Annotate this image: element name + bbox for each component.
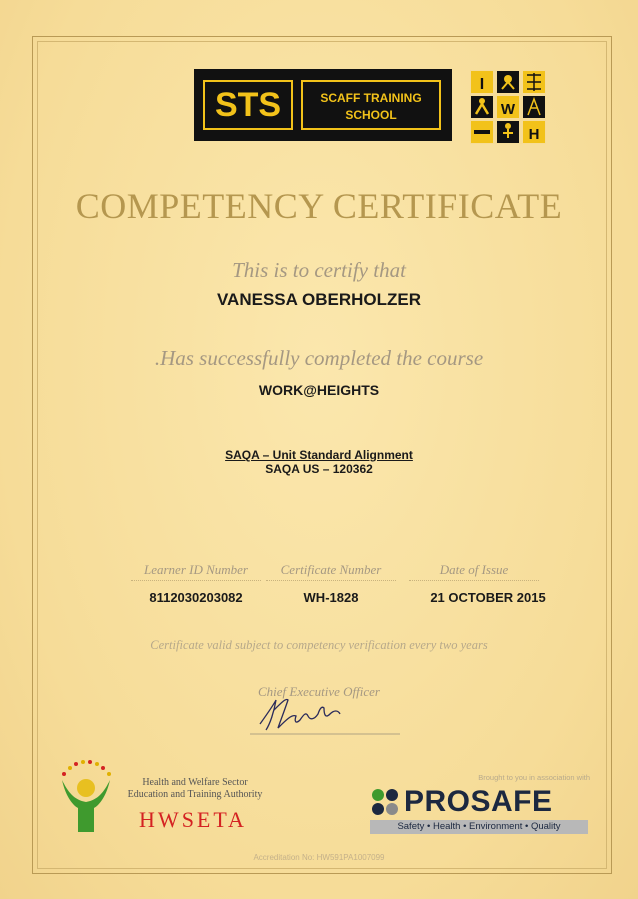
iwh-letter-w: W	[500, 101, 516, 118]
signatory-title: Chief Executive Officer	[257, 684, 380, 699]
sts-letters: STS	[203, 80, 293, 130]
sts-logo	[194, 69, 452, 141]
hwseta-line2: Education and Training Authority	[127, 789, 263, 800]
course-name: WORK@HEIGHTS	[258, 382, 380, 398]
iwh-letter-h: H	[528, 126, 540, 143]
sts-name-line2: SCHOOL	[345, 108, 397, 122]
iwh-heights-logo-icon	[470, 70, 546, 144]
hwseta-wordmark: HWSETA	[139, 807, 247, 832]
hwseta-figure-logo-icon	[56, 758, 116, 832]
signature-icon	[230, 690, 410, 740]
saqa-unit-standard: SAQA US – 120362	[265, 462, 373, 476]
iwh-letter-i: I	[479, 76, 485, 93]
association-note: Brought to you in association with	[478, 773, 590, 782]
recipient-name: VANESSA OBERHOLZER	[216, 290, 422, 309]
completed-text: .Has successfully completed the course	[154, 346, 484, 370]
hwseta-full-name	[110, 777, 280, 801]
date-of-issue-label: Date of Issue	[384, 562, 564, 581]
hwseta-line1: Health and Welfare Sector	[142, 777, 248, 788]
prosafe-dots-logo-icon	[370, 787, 400, 817]
certificate-title: COMPETENCY CERTIFICATE	[75, 186, 563, 226]
saqa-heading: SAQA – Unit Standard Alignment	[225, 448, 413, 462]
date-of-issue-value: 21 OCTOBER 2015	[430, 590, 546, 605]
sts-name-line1: SCAFF TRAINING	[320, 91, 422, 105]
prosafe-tagline: Safety • Health • Environment • Quality	[370, 820, 588, 834]
certificate-number-value: WH-1828	[303, 590, 359, 605]
sts-school-name	[301, 80, 441, 130]
prosafe-wordmark: PROSAFE	[404, 785, 553, 818]
certificate-number-label: Certificate Number	[241, 562, 421, 581]
learner-id-label: Learner ID Number	[106, 562, 286, 581]
accreditation-number: Accreditation No: HW591PA1007099	[253, 853, 385, 862]
learner-id-value: 8112030203082	[149, 590, 243, 605]
validity-note: Certificate valid subject to competency verification every two years	[150, 638, 488, 652]
certify-text: This is to certify that	[232, 258, 406, 282]
saqa-alignment	[0, 448, 638, 476]
